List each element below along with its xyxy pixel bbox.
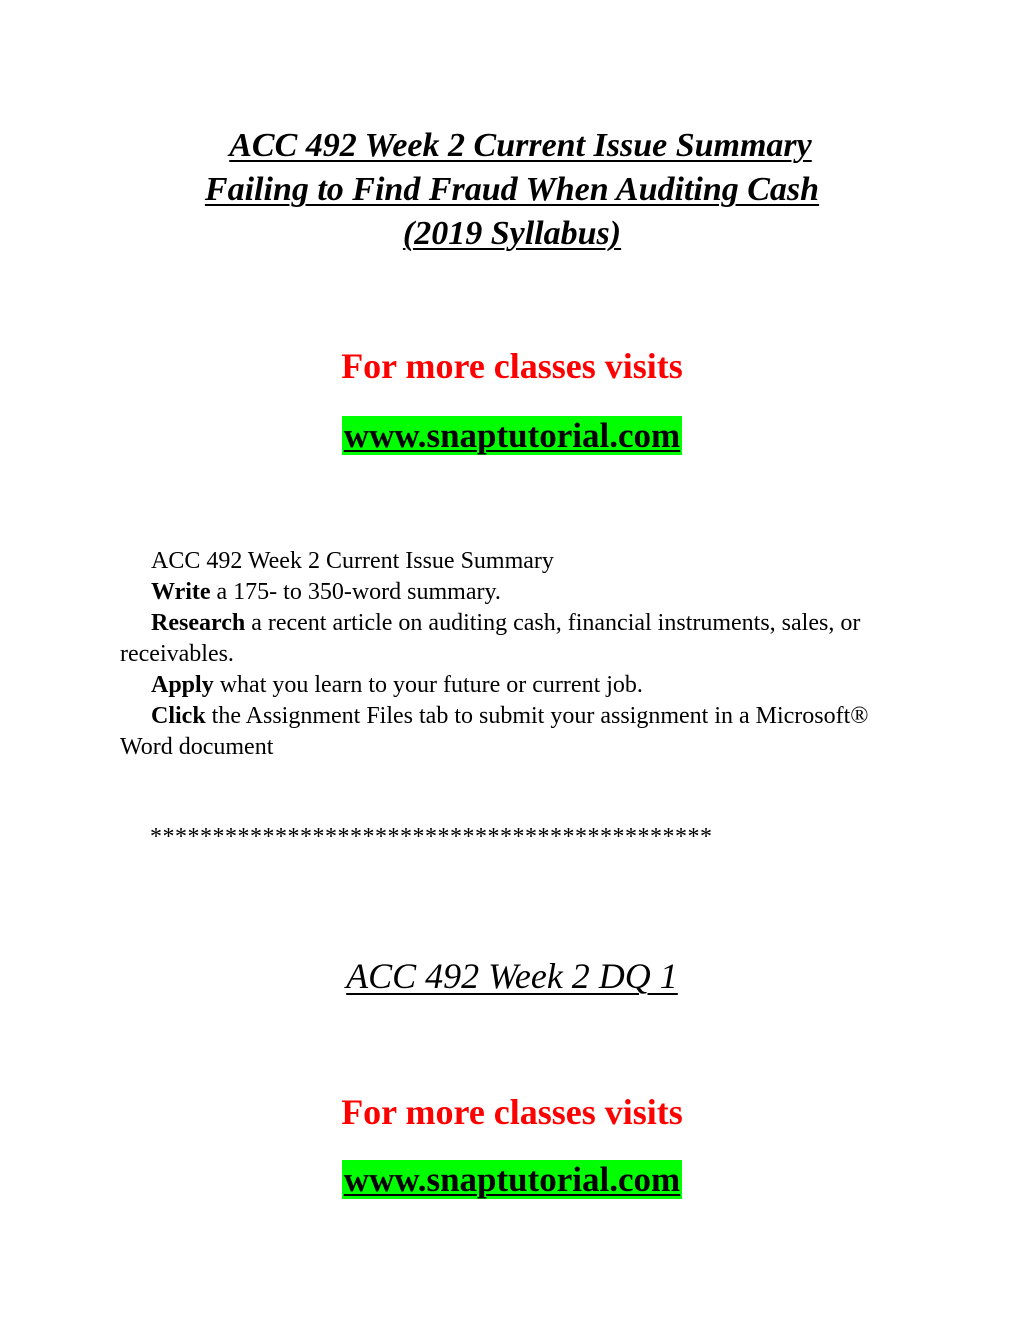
assignment-item-text: a recent article on auditing cash, financial instruments, sales, or receivables.	[120, 610, 861, 667]
assignment-item-text: the Assignment Files tab to submit your assignment in a Microsoft® Word document	[120, 703, 869, 760]
promo-link-2-text[interactable]: www.snaptutorial.com	[343, 1160, 681, 1199]
promo-link-2[interactable]	[0, 1156, 1024, 1204]
assignment-item-verb: Click	[151, 703, 206, 729]
assignment-item-verb: Apply	[151, 672, 214, 698]
promo-text-2: For more classes visits	[341, 1092, 683, 1132]
title-line-1: ACC 492 Week 2 Current Issue Summary	[229, 127, 812, 164]
separator: *********************************************	[150, 824, 713, 850]
assignment-item-verb: Write	[151, 579, 211, 605]
assignment-item	[120, 577, 900, 608]
section-2-title	[0, 954, 1024, 998]
assignment-item	[120, 670, 900, 701]
assignment-item-text: what you learn to your future or current job.	[213, 672, 643, 698]
promo-link-1-text[interactable]: www.snaptutorial.com	[343, 416, 681, 455]
title-line-3: (2019 Syllabus)	[402, 215, 622, 252]
assignment-item	[120, 701, 900, 763]
assignment-description	[120, 546, 900, 763]
section-2-title-text: ACC 492 Week 2 DQ 1	[346, 956, 678, 996]
assignment-item-verb: Research	[151, 610, 246, 636]
promo-text-1: For more classes visits	[341, 346, 683, 386]
assignment-heading: ACC 492 Week 2 Current Issue Summary	[151, 548, 554, 574]
document-title	[120, 124, 904, 256]
promo-link-1[interactable]	[0, 412, 1024, 460]
title-line-2: Failing to Find Fraud When Auditing Cash	[204, 171, 820, 208]
assignment-item	[120, 608, 900, 670]
assignment-item-text: a 175- to 350-word summary.	[210, 579, 501, 605]
